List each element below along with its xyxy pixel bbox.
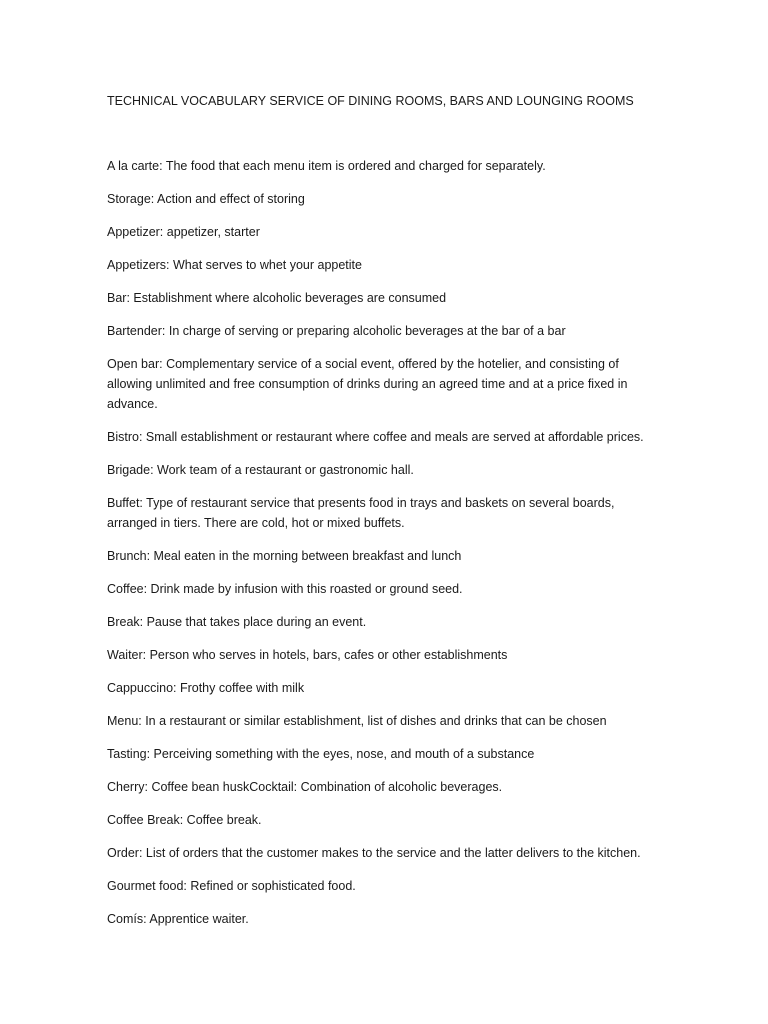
vocabulary-entry: Waiter: Person who serves in hotels, bars, cafes or other establishments — [107, 648, 508, 662]
vocabulary-list — [107, 156, 667, 929]
vocabulary-entry: Appetizer: appetizer, starter — [107, 225, 260, 239]
vocabulary-entry: Bartender: In charge of serving or preparing alcoholic beverages at the bar of a bar — [107, 324, 566, 338]
vocabulary-entry: Brigade: Work team of a restaurant or gastronomic hall. — [107, 463, 414, 477]
vocabulary-entry: Brunch: Meal eaten in the morning between breakfast and lunch — [107, 549, 462, 563]
vocabulary-entry: Order: List of orders that the customer makes to the service and the latter delivers to the kitchen. — [107, 846, 641, 860]
vocabulary-entry: Gourmet food: Refined or sophisticated food. — [107, 879, 356, 893]
vocabulary-entry: Bar: Establishment where alcoholic beverages are consumed — [107, 291, 447, 305]
vocabulary-entry: Break: Pause that takes place during an event. — [107, 615, 367, 629]
vocabulary-entry: Storage: Action and effect of storing — [107, 192, 305, 206]
vocabulary-entry: Comís: Apprentice waiter. — [107, 912, 249, 926]
document-title: TECHNICAL VOCABULARY SERVICE OF DINING ROOMS, BARS AND LOUNGING ROOMS — [107, 94, 634, 108]
vocabulary-entry: Appetizers: What serves to whet your appetite — [107, 258, 362, 272]
vocabulary-entry: Cherry: Coffee bean huskCocktail: Combination of alcoholic beverages. — [107, 780, 503, 794]
vocabulary-entry: Menu: In a restaurant or similar establishment, list of dishes and drinks that can be chosen — [107, 714, 607, 728]
vocabulary-entry: Open bar: Complementary service of a social event, offered by the hotelier, and consisting of allowing unlimited and free consumption of drinks during an agreed time and at a price fixed in advance. — [107, 357, 628, 411]
vocabulary-entry: A la carte: The food that each menu item is ordered and charged for separately. — [107, 159, 546, 173]
document-page — [107, 92, 667, 942]
vocabulary-entry: Bistro: Small establishment or restaurant where coffee and meals are served at affordable prices. — [107, 430, 644, 444]
vocabulary-entry: Coffee: Drink made by infusion with this roasted or ground seed. — [107, 582, 463, 596]
vocabulary-entry: Cappuccino: Frothy coffee with milk — [107, 681, 305, 695]
vocabulary-entry: Buffet: Type of restaurant service that presents food in trays and baskets on several boards, arranged in tiers. There are cold, hot or mixed buffets. — [107, 496, 615, 530]
vocabulary-entry: Coffee Break: Coffee break. — [107, 813, 262, 827]
vocabulary-entry: Tasting: Perceiving something with the eyes, nose, and mouth of a substance — [107, 747, 535, 761]
